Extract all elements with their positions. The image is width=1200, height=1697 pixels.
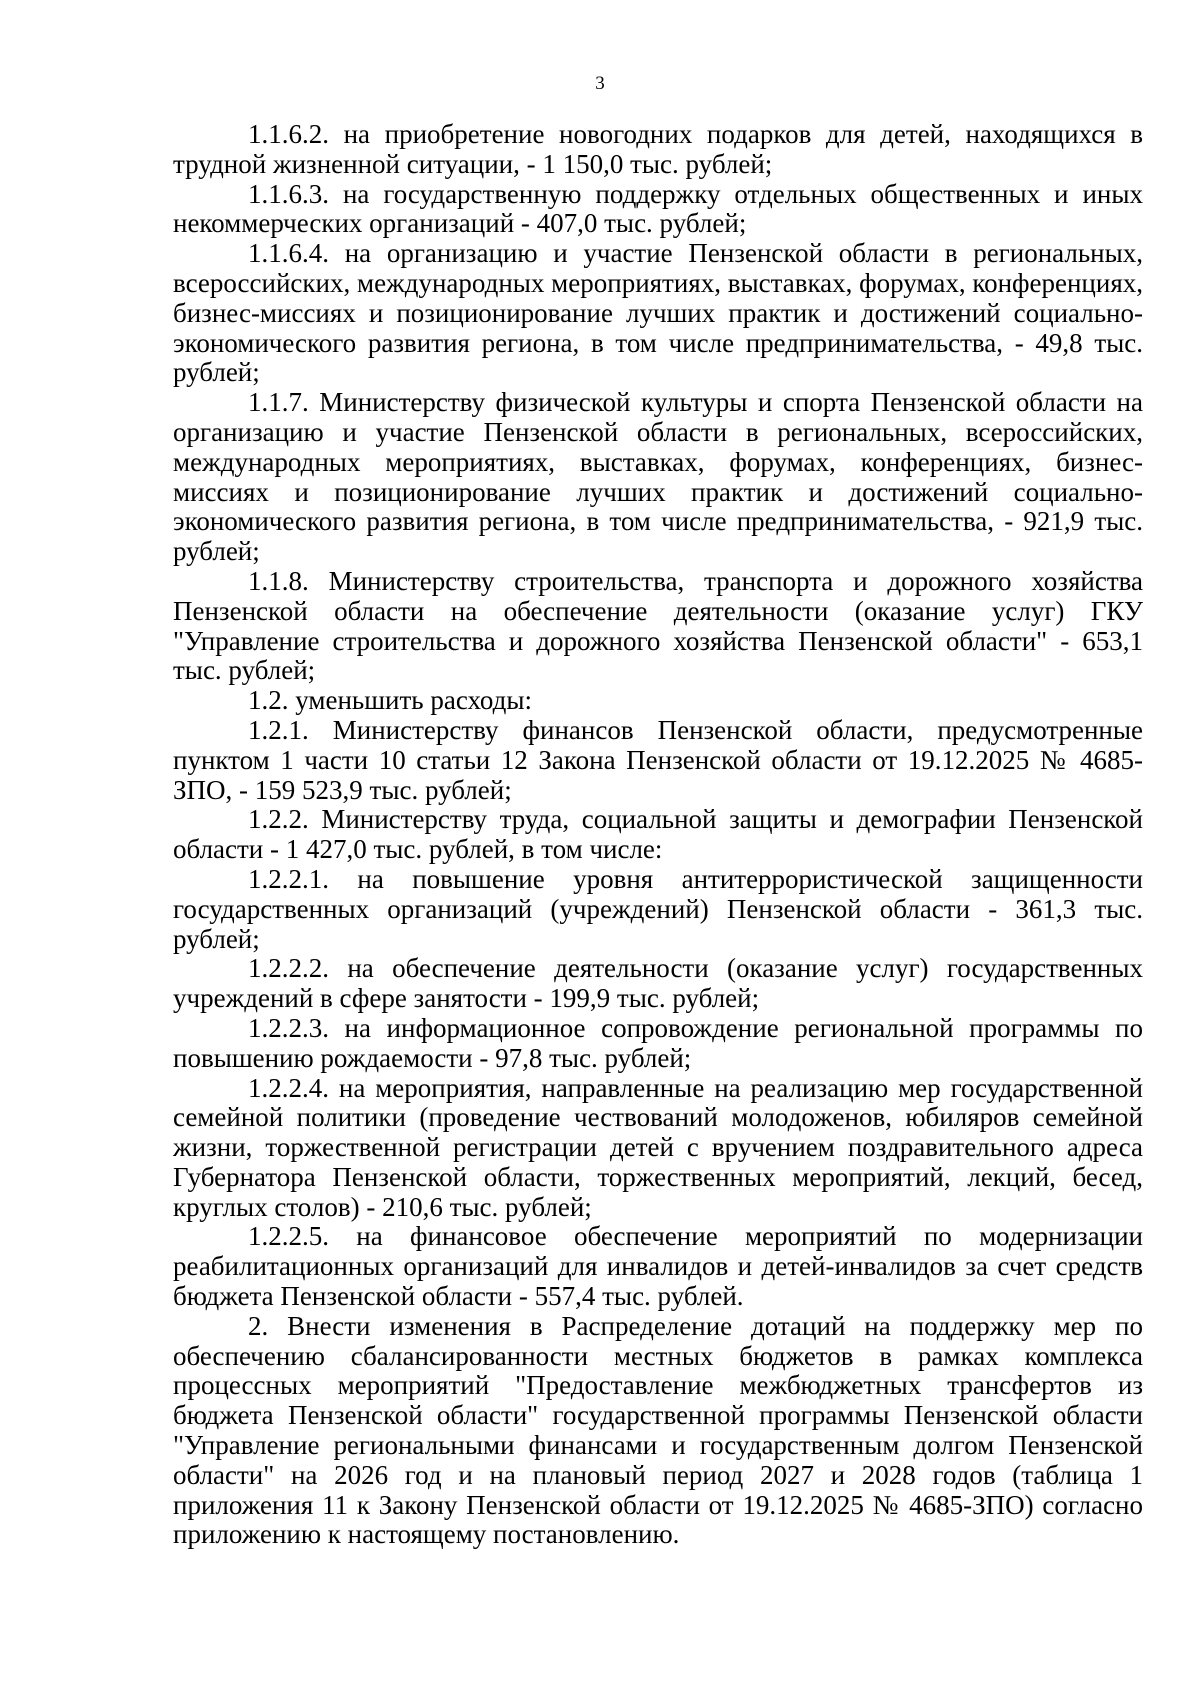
- paragraph-1-2-2-4: 1.2.2.4. на мероприятия, направленные на реализацию мер государственной семейной политики (проведение чествований молодоженов, юбиляров семейной жизни, торжественной регистрации детей с вручением поздравительного адреса Губернатора Пензенской области, торжественных мероприятий, лекций, бесед, круглых столов) - 210,6 тыс. рублей;: [173, 1072, 1143, 1222]
- paragraph-1-1-6-3: 1.1.6.3. на государственную поддержку отдельных общественных и иных некоммерческих организаций - 407,0 тыс. рублей;: [173, 178, 1143, 239]
- paragraph-1-1-8: 1.1.8. Министерству строительства, транспорта и дорожного хозяйства Пензенской области на обеспечение деятельности (оказание услуг) ГКУ "Управление строительства и дорожного хозяйства Пензенской области" - 653,1 тыс. рублей;: [173, 565, 1143, 686]
- paragraph-1-2-2-1: 1.2.2.1. на повышение уровня антитеррористической защищенности государственных организаций (учреждений) Пензенской области - 361,3 тыс. рублей;: [173, 863, 1143, 954]
- paragraph-1-1-6-4: 1.1.6.4. на организацию и участие Пензенской области в региональных, всероссийских, международных мероприятиях, выставках, форумах, конференциях, бизнес-миссиях и позиционирование лучших практик и достижений социально-экономического развития региона, в том числе предпринимательства, - 49,8 тыс. рублей;: [173, 238, 1143, 388]
- paragraph-1-1-6-2: 1.1.6.2. на приобретение новогодних подарков для детей, находящихся в трудной жизненной ситуации, - 1 150,0 тыс. рублей;: [173, 119, 1143, 179]
- paragraph-1-2-1: 1.2.1. Министерству финансов Пензенской области, предусмотренные пунктом 1 части 10 статьи 12 Закона Пензенской области от 19.12.2025 № 4685-ЗПО, - 159 523,9 тыс. рублей;: [173, 714, 1143, 805]
- page-number: 3: [595, 73, 605, 94]
- paragraph-1-2-2-2: 1.2.2.2. на обеспечение деятельности (оказание услуг) государственных учреждений в сфере занятости - 199,9 тыс. рублей;: [173, 953, 1143, 1014]
- paragraph-1-2-2-3: 1.2.2.3. на информационное сопровождение региональной программы по повышению рождаемости - 97,8 тыс. рублей;: [173, 1012, 1143, 1073]
- paragraph-1-2-2-5: 1.2.2.5. на финансовое обеспечение мероприятий по модернизации реабилитационных организаций для инвалидов и детей-инвалидов за счет средств бюджета Пензенской области - 557,4 тыс. рублей.: [173, 1221, 1143, 1312]
- paragraph-1-1-7: 1.1.7. Министерству физической культуры и спорта Пензенской области на организацию и участие Пензенской области в региональных, всероссийских, международных мероприятиях, выставках, форумах, конференциях, бизнес-миссиях и позиционирование лучших практик и достижений социально-экономического развития региона, в том числе предпринимательства, - 921,9 тыс. рублей;: [173, 387, 1143, 567]
- paragraph-2: 2. Внести изменения в Распределение дотаций на поддержку мер по обеспечению сбалансированности местных бюджетов в рамках комплекса процессных мероприятий "Предоставление межбюджетных трансфертов из бюджета Пензенской области" государственной программы Пензенской области "Управление региональными финансами и государственным долгом Пензенской области" на 2026 год и на плановый период 2027 и 2028 годов (таблица 1 приложения 11 к Закону Пензенской области от 19.12.2025 № 4685-ЗПО) согласно приложению к настоящему постановлению.: [173, 1310, 1143, 1550]
- document-body: [173, 120, 1143, 1550]
- paragraph-1-2: 1.2. уменьшить расходы:: [248, 685, 533, 716]
- paragraph-1-2-2: 1.2.2. Министерству труда, социальной защиты и демографии Пензенской области - 1 427,0 тыс. рублей, в том числе:: [173, 804, 1143, 865]
